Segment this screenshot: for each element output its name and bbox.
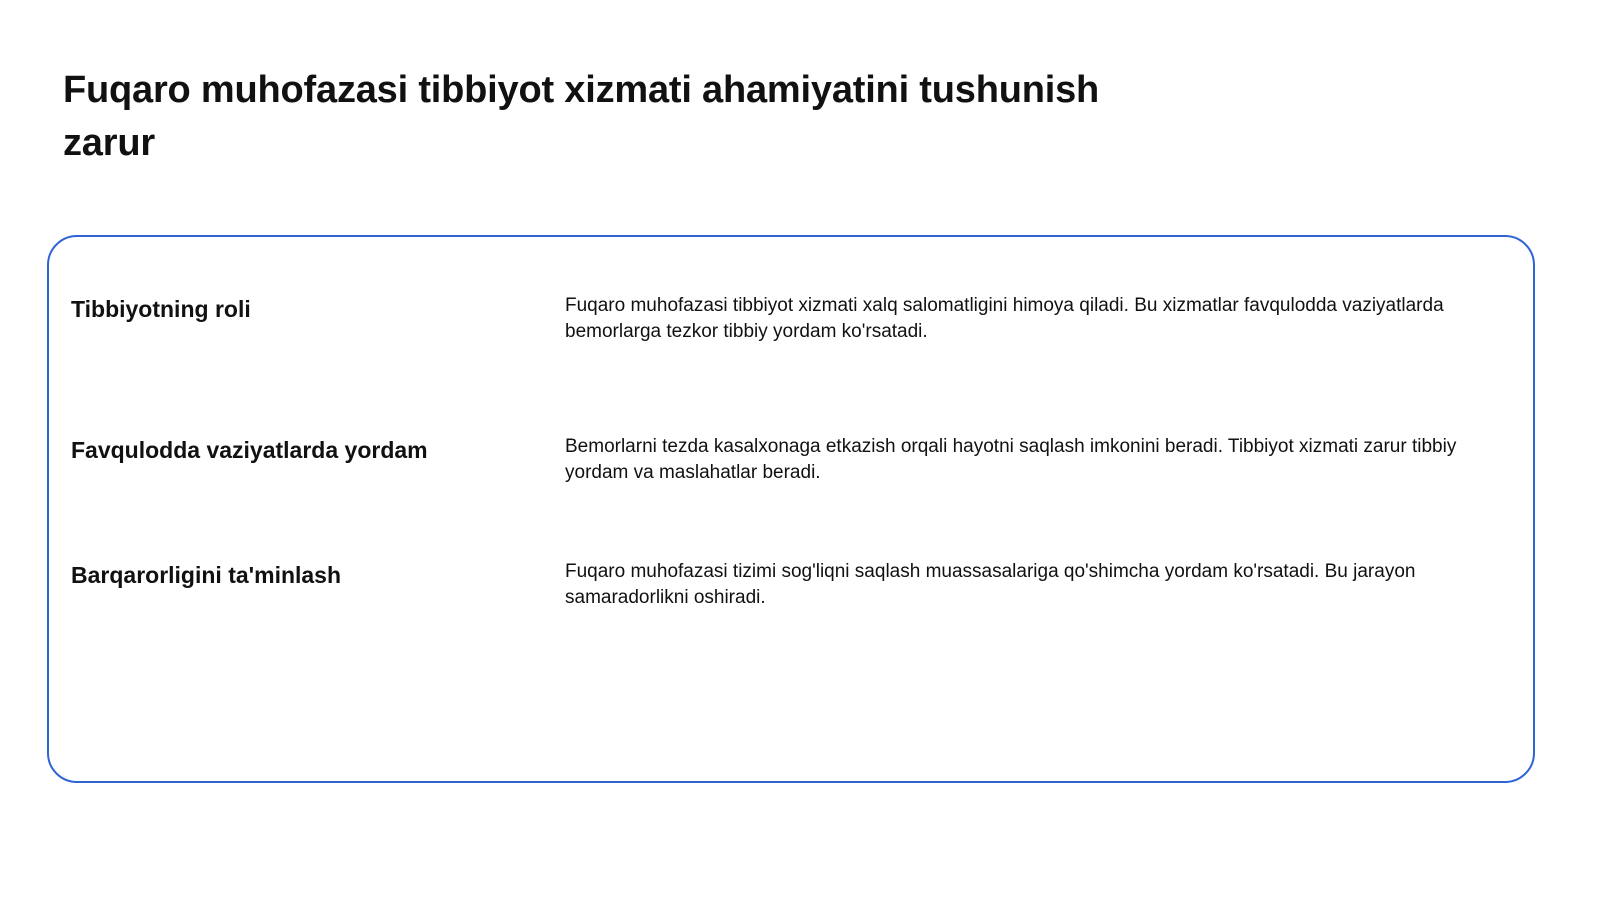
- slide-title: Fuqaro muhofazasi tibbiyot xizmati ahamiyatini tushunish zarur: [63, 69, 1100, 164]
- row-description: Bemorlarni tezda kasalxonaga etkazish orqali hayotni saqlash imkonini beradi. Tibbiyot xizmati zarur tibbiy yordam va maslahatlar beradi.: [565, 436, 1457, 483]
- row-heading: Tibbiyotning roli: [71, 296, 251, 322]
- row-description: Fuqaro muhofazasi tibbiyot xizmati xalq salomatligini himoya qiladi. Bu xizmatlar favqulodda vaziyatlarda bemorlarga tezkor tibbiy yordam ko'rsatadi.: [565, 295, 1444, 342]
- row-description: Fuqaro muhofazasi tizimi sog'liqni saqlash muassasalariga qo'shimcha yordam ko'rsatadi. Bu jarayon samaradorlikni oshiradi.: [565, 561, 1416, 608]
- content-card: [47, 235, 1535, 783]
- row-heading: Barqarorligini ta'minlash: [71, 562, 342, 588]
- row-heading: Favqulodda vaziyatlarda yordam: [71, 437, 428, 463]
